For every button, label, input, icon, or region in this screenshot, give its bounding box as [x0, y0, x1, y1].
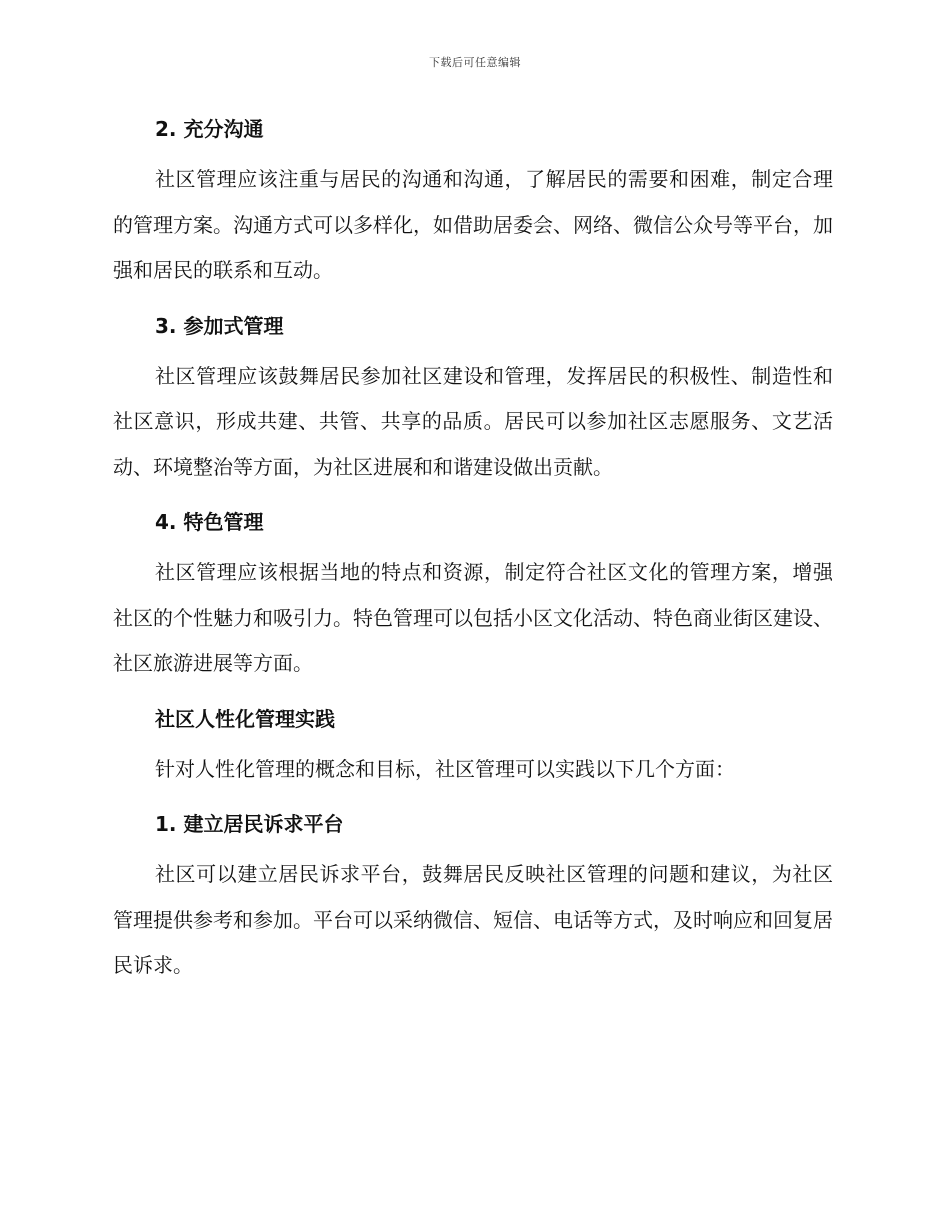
section-paragraph-communication: 社区管理应该注重与居民的沟通和沟通，了解居民的需要和困难，制定合理的管理方案。沟通方式可以多样化，如借助居委会、网络、微信公众号等平台，加强和居民的联系和互动。 [113, 167, 833, 282]
section-paragraph-participation: 社区管理应该鼓舞居民参加社区建设和管理，发挥居民的积极性、制造性和社区意识，形成共建、共管、共享的品质。居民可以参加社区志愿服务、文艺活动、环境整治等方面，为社区进展和和谐建设做出贡献。 [113, 363, 833, 479]
section-heading-featured: 4. 特色管理 [155, 510, 264, 534]
section-paragraph-appeal-platform: 社区可以建立居民诉求平台，鼓舞居民反映社区管理的问题和建议，为社区管理提供参考和参加。平台可以采纳微信、短信、电话等方式，及时响应和回复居民诉求。 [113, 862, 833, 977]
section-paragraph-practice: 针对人性化管理的概念和目标，社区管理可以实践以下几个方面： [155, 756, 735, 781]
header-note: 下载后可任意编辑 [429, 56, 521, 69]
section-heading-appeal-platform: 1. 建立居民诉求平台 [155, 812, 344, 836]
section-heading-practice: 社区人性化管理实践 [155, 706, 335, 731]
document-body [113, 114, 833, 989]
section-paragraph-featured: 社区管理应该根据当地的特点和资源，制定符合社区文化的管理方案，增强社区的个性魅力和吸引力。特色管理可以包括小区文化活动、特色商业街区建设、社区旅游进展等方面。 [113, 560, 833, 675]
section-heading-communication: 2. 充分沟通 [155, 117, 264, 141]
section-heading-participation: 3. 参加式管理 [155, 313, 284, 338]
